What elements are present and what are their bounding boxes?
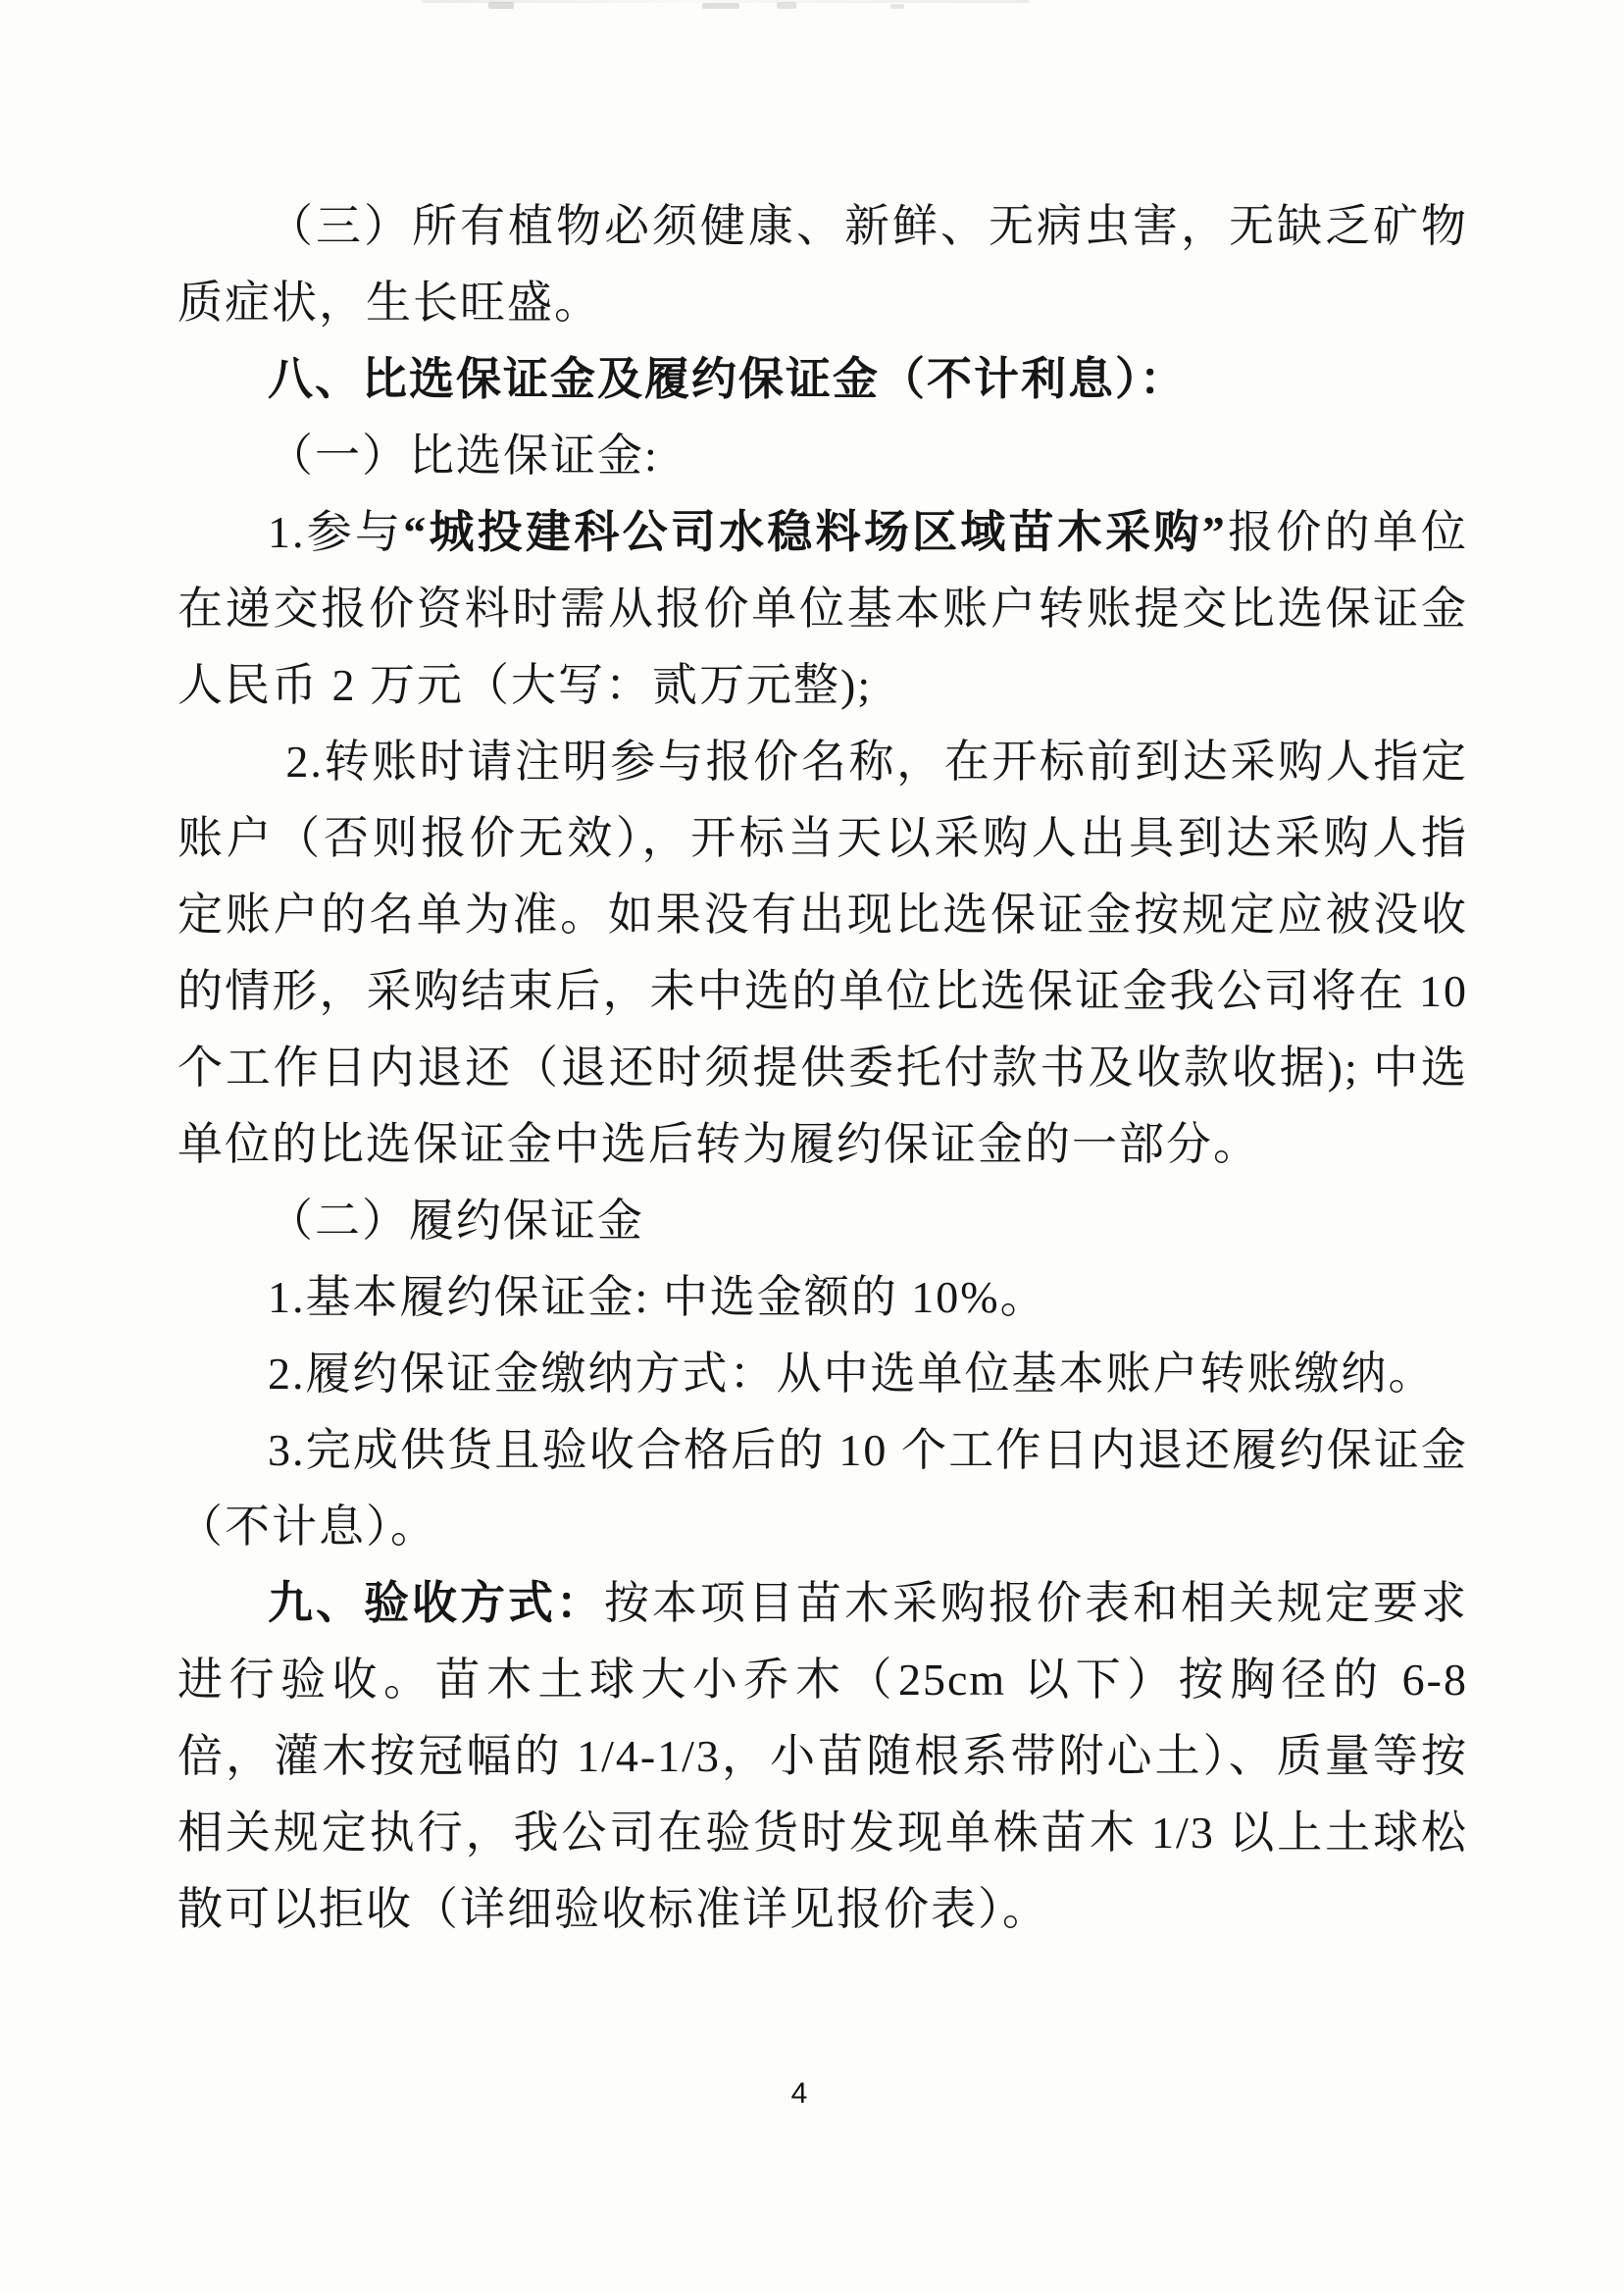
para-bid-deposit-item-2: [178, 724, 1468, 1183]
para-bid-deposit-item-1: [178, 494, 1468, 724]
heading-section-9-text: 九、验收方式：: [268, 1578, 604, 1628]
para-performance-bond-item-3-text: 3.完成供货且验收合格后的 10 个工作日内退还履约保证金（不计息）。: [178, 1425, 1468, 1552]
document-body: [178, 188, 1468, 1948]
para-section-9-body-text: 按本项目苗木采购报价表和相关规定要求进行验收。苗木土球大小乔木（25cm 以下）按胸径的 6-8 倍，灌木按冠幅的 1/4-1/3，小苗随根系带附心土）、质量等按相关规定执行，我公司在验货时发现单株苗木 1/3 以上土球松散可以拒收（详细验收标准详见报价表）。: [178, 1578, 1468, 1934]
page-number: 4: [790, 2077, 808, 2110]
subheading-performance-bond: [178, 1183, 1468, 1259]
para-performance-bond-item-1: [178, 1259, 1468, 1336]
para-plant-quality: [178, 188, 1468, 341]
subheading-bid-deposit-text: （一）比选保证金:: [268, 431, 659, 481]
scan-artifact: [777, 2, 796, 9]
para-bid-deposit-item-2-text: 2.转账时请注明参与报价名称，在开标前到达采购人指定账户（否则报价无效），开标当天以采购人出具到达采购人指定账户的名单为准。如果没有出现比选保证金按规定应被没收的情形，采购结束后，未中选的单位比选保证金我公司将在 10 个工作日内退还（退还时须提供委托付款书及收款收据); 中选单位的比选保证金中选后转为履约保证金的一部分。: [178, 737, 1468, 1169]
scan-artifact: [702, 3, 739, 9]
para-performance-bond-item-2: [178, 1336, 1468, 1412]
heading-section-8-text: 八、比选保证金及履约保证金（不计利息）：: [268, 354, 1187, 404]
subheading-performance-bond-text: （二）履约保证金: [268, 1196, 644, 1246]
scan-artifact: [488, 2, 514, 9]
subheading-bid-deposit: [178, 418, 1468, 494]
para-performance-bond-item-1-text: 1.基本履约保证金: 中选金额的 10%。: [268, 1272, 1047, 1322]
heading-section-8-deposits: [178, 341, 1468, 418]
para-bid-deposit-item-1-lead: 1.参与: [268, 507, 404, 557]
scan-artifact: [890, 4, 904, 9]
para-plant-quality-text: （三）所有植物必须健康、新鲜、无病虫害，无缺乏矿物质症状，生长旺盛。: [178, 201, 1468, 328]
para-bid-deposit-item-1-rest: 报价的单位在递交报价资料时需从报价单位基本账户转账提交比选保证金人民币 2 万元（大写：贰万元整);: [178, 507, 1469, 710]
para-section-9-acceptance: [178, 1565, 1468, 1948]
para-performance-bond-item-2-text: 2.履约保证金缴纳方式：从中选单位基本账户转账缴纳。: [268, 1349, 1436, 1399]
para-performance-bond-item-3: [178, 1412, 1468, 1565]
project-name-quoted: “城投建科公司水稳料场区域苗木采购”: [403, 507, 1227, 557]
